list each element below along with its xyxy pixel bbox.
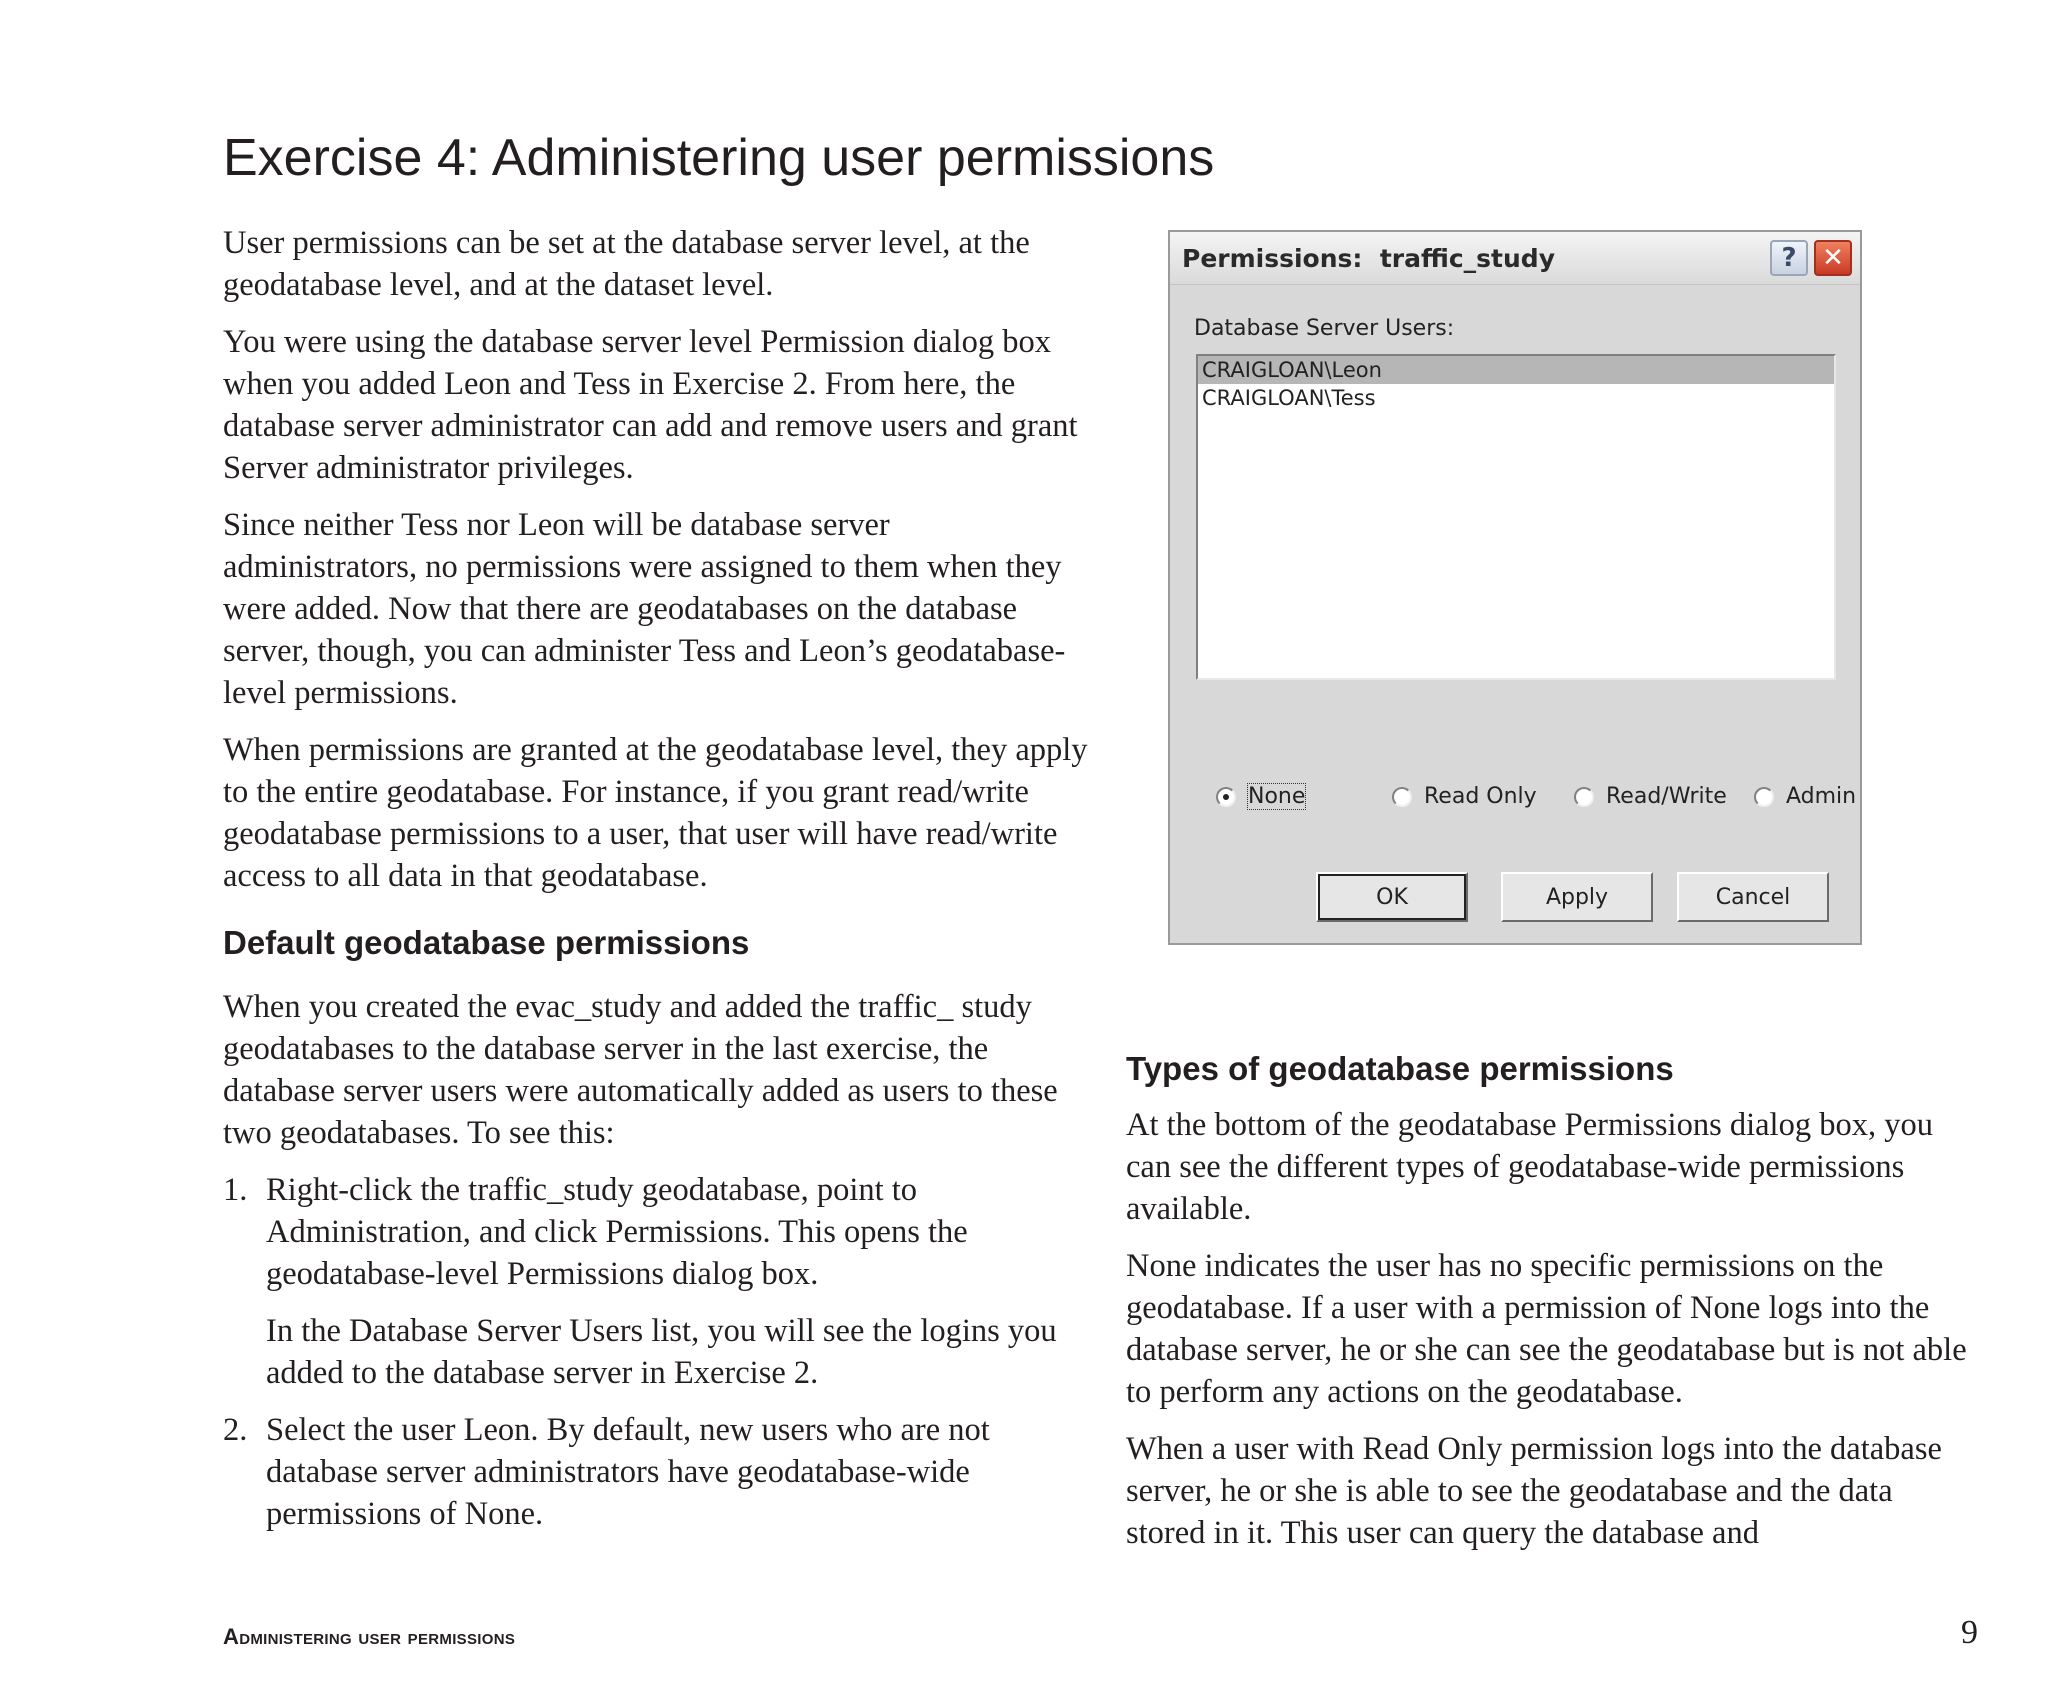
close-icon[interactable]: ✕ (1814, 240, 1852, 276)
permission-radio-group (1216, 784, 1857, 824)
step-number: 1. (223, 1172, 248, 1208)
user-item-tess[interactable]: CRAIGLOAN\Tess (1202, 386, 1376, 410)
section-heading-types-of-permissions: Types of geodatabase permissions (1126, 1050, 1674, 1087)
radio-none[interactable] (1216, 784, 1305, 809)
radio-admin[interactable] (1754, 784, 1856, 809)
section-intro: When you created the evac_study and added the traffic_ study geodatabases to the database server in the last exercise, the database server users were automatically added as users to these two geodatabases. To see this: (223, 989, 1058, 1151)
page-number: 9 (1961, 1614, 1978, 1651)
running-footer: Administering user permissions (223, 1624, 516, 1649)
step-number: 2. (223, 1412, 248, 1448)
users-list[interactable] (1196, 354, 1836, 680)
radio-admin-label: Admin (1786, 784, 1857, 809)
radio-admin-dot[interactable] (1754, 787, 1774, 807)
radio-read-only[interactable] (1392, 784, 1537, 809)
paragraph: User permissions can be set at the database server level, at the geodatabase level, and at the dataset level. (223, 225, 1030, 303)
radio-read-write-dot[interactable] (1574, 787, 1594, 807)
right-column (1126, 1048, 1976, 1569)
dialog-title: Permissions: traffic_study (1182, 244, 1555, 273)
radio-read-write[interactable] (1574, 784, 1727, 809)
step-text: Right-click the traffic_study geodatabase, point to Administration, and click Permissions. This opens the geodatabase-level Permissions dialog box. (266, 1172, 968, 1292)
paragraph: None indicates the user has no specific permissions on the geodatabase. If a user with a permission of None logs into the database server, he or she can see the geodatabase but is not able to perform any actions on the geodatabase. (1126, 1248, 1967, 1410)
step-text: Select the user Leon. By default, new users who are not database server administrators have geodatabase-wide permissions of None. (266, 1412, 990, 1532)
help-icon[interactable]: ? (1770, 240, 1808, 276)
paragraph: You were using the database server level Permission dialog box when you added Leon and Tess in Exercise 2. From here, the database server administrator can add and remove users and grant Server administrator privileges. (223, 324, 1078, 486)
radio-none-label: None (1248, 784, 1306, 809)
cancel-button[interactable]: Cancel (1677, 872, 1829, 922)
radio-none-dot[interactable] (1216, 787, 1236, 807)
page-title: Exercise 4: Administering user permissions (223, 129, 1215, 187)
apply-button[interactable]: Apply (1501, 872, 1653, 922)
dialog-titlebar[interactable] (1170, 232, 1860, 285)
radio-read-only-dot[interactable] (1392, 787, 1412, 807)
left-column (223, 222, 1088, 1550)
paragraph: Since neither Tess nor Leon will be database server administrators, no permissions were assigned to them when they were added. Now that there are geodatabases on the database server, though, you can administer Tess and Leon’s geodatabase-level permissions. (223, 507, 1066, 711)
users-label: Database Server Users: (1194, 316, 1455, 341)
list-item (223, 1169, 1088, 1409)
steps-list (223, 1169, 1088, 1550)
radio-read-write-label: Read/Write (1606, 784, 1727, 809)
paragraph: When permissions are granted at the geodatabase level, they apply to the entire geodatabase. For instance, if you grant read/write geodatabase permissions to a user, that user will have read/write access to all data in that geodatabase. (223, 732, 1088, 894)
ok-button[interactable]: OK (1316, 872, 1468, 922)
permissions-dialog (1168, 230, 1862, 945)
paragraph: When a user with Read Only permission logs into the database server, he or she is able to see the geodatabase and the data stored in it. This user can query the database and (1126, 1431, 1942, 1551)
paragraph: At the bottom of the geodatabase Permissions dialog box, you can see the different types of geodatabase-wide permissions available. (1126, 1107, 1933, 1227)
list-item (223, 1409, 1088, 1550)
user-item-leon[interactable]: CRAIGLOAN\Leon (1198, 356, 1834, 384)
section-heading-default-permissions: Default geodatabase permissions (223, 924, 750, 961)
radio-read-only-label: Read Only (1424, 784, 1537, 809)
step-note: In the Database Server Users list, you will see the logins you added to the database server in Exercise 2. (266, 1313, 1057, 1391)
